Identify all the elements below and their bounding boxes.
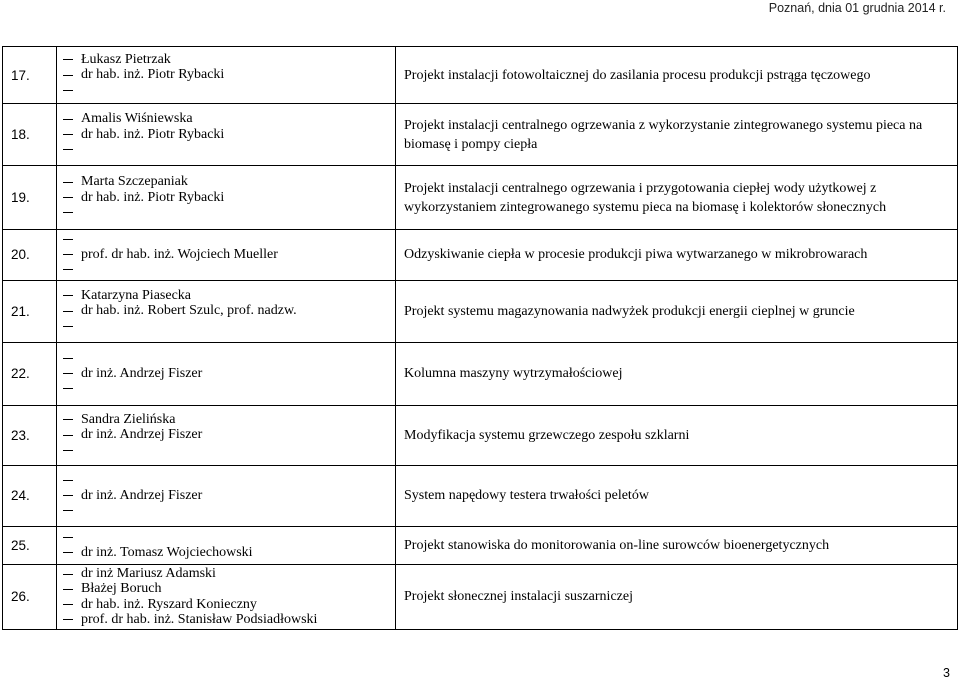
table-row <box>3 342 958 405</box>
project-title: Projekt instalacji centralnego ogrzewania i przygotowania ciepłej wody użytkowej z wykorzystaniem zintegrowanego systemu pieca na biomasę i kolektorów słonecznych <box>396 166 958 230</box>
dash-bullet-icon <box>63 604 73 605</box>
person-line <box>63 83 395 98</box>
dash-bullet-icon <box>63 311 73 312</box>
person-name: dr inż. Andrzej Fiszer <box>81 487 203 503</box>
people-cell <box>57 47 396 104</box>
row-number: 24. <box>3 465 57 526</box>
person-name: dr hab. inż. Ryszard Konieczny <box>81 596 257 612</box>
table-row <box>3 166 958 230</box>
person-line <box>63 582 395 597</box>
row-number: 19. <box>3 166 57 230</box>
person-line <box>63 443 395 458</box>
table-row <box>3 526 958 564</box>
person-name: prof. dr hab. inż. Wojciech Mueller <box>81 246 278 262</box>
people-cell <box>57 104 396 166</box>
people-cell <box>57 526 396 564</box>
person-line <box>63 612 395 627</box>
project-title: Odzyskiwanie ciepła w procesie produkcji piwa wytwarzanego w mikrobrowarach <box>396 230 958 281</box>
person-line <box>63 473 395 488</box>
person-line <box>63 232 395 247</box>
table-row <box>3 465 958 526</box>
table-row <box>3 104 958 166</box>
dash-bullet-icon <box>63 90 73 91</box>
dash-bullet-icon <box>63 480 73 481</box>
person-line <box>63 175 395 190</box>
row-number: 23. <box>3 405 57 465</box>
person-name: dr hab. inż. Piotr Rybacki <box>81 67 225 82</box>
dash-bullet-icon <box>63 450 73 451</box>
header-date: Poznań, dnia 01 grudnia 2014 r. <box>768 1 946 15</box>
person-line <box>63 530 395 545</box>
dash-bullet-icon <box>63 119 73 120</box>
person-name: dr inż Mariusz Adamski <box>81 566 216 582</box>
person-line <box>63 597 395 612</box>
person-line <box>63 262 395 277</box>
dash-bullet-icon <box>63 212 73 213</box>
table-row <box>3 47 958 104</box>
person-name: dr hab. inż. Piotr Rybacki <box>81 189 225 205</box>
project-title: Projekt stanowiska do monitorowania on-line surowców bioenergetycznych <box>396 526 958 564</box>
dash-bullet-icon <box>63 388 73 389</box>
person-line <box>63 190 395 205</box>
page-number: 3 <box>943 666 950 680</box>
dash-bullet-icon <box>63 619 73 620</box>
dash-bullet-icon <box>63 149 73 150</box>
project-title: System napędowy testera trwałości peletów <box>396 465 958 526</box>
table-row <box>3 405 958 465</box>
projects-table <box>2 46 958 630</box>
people-cell <box>57 342 396 405</box>
people-cell <box>57 230 396 281</box>
dash-bullet-icon <box>63 495 73 496</box>
dash-bullet-icon <box>63 358 73 359</box>
people-cell <box>57 564 396 630</box>
person-line <box>63 112 395 127</box>
person-line <box>63 247 395 262</box>
person-line <box>63 503 395 518</box>
dash-bullet-icon <box>63 574 73 575</box>
project-title: Projekt słonecznej instalacji suszarniczej <box>396 564 958 630</box>
project-title: Modyfikacja systemu grzewczego zespołu szklarni <box>396 405 958 465</box>
people-cell <box>57 465 396 526</box>
dash-bullet-icon <box>63 295 73 296</box>
row-number: 20. <box>3 230 57 281</box>
person-line <box>63 567 395 582</box>
person-name: Łukasz Pietrzak <box>81 51 171 67</box>
person-line <box>63 412 395 427</box>
person-line <box>63 52 395 67</box>
people-cell <box>57 280 396 342</box>
dash-bullet-icon <box>63 435 73 436</box>
person-line <box>63 381 395 396</box>
row-number: 18. <box>3 104 57 166</box>
person-line <box>63 366 395 381</box>
person-line <box>63 288 395 303</box>
row-number: 26. <box>3 564 57 630</box>
person-name: dr inż. Andrzej Fiszer <box>81 427 203 443</box>
people-cell <box>57 166 396 230</box>
row-number: 22. <box>3 342 57 405</box>
people-cell <box>57 405 396 465</box>
row-number: 25. <box>3 526 57 564</box>
person-line <box>63 545 395 560</box>
dash-bullet-icon <box>63 254 73 255</box>
project-title: Projekt instalacji fotowoltaicznej do zasilania procesu produkcji pstrąga tęczowego <box>396 47 958 104</box>
row-number: 17. <box>3 47 57 104</box>
person-line <box>63 351 395 366</box>
person-line <box>63 67 395 82</box>
row-number: 21. <box>3 280 57 342</box>
person-line <box>63 427 395 442</box>
person-name: Marta Szczepaniak <box>81 174 188 190</box>
dash-bullet-icon <box>63 75 73 76</box>
person-name: Amalis Wiśniewska <box>81 111 193 127</box>
dash-bullet-icon <box>63 197 73 198</box>
person-line <box>63 205 395 220</box>
table-row <box>3 230 958 281</box>
person-line <box>63 142 395 157</box>
dash-bullet-icon <box>63 373 73 374</box>
person-name: Katarzyna Piasecka <box>81 287 191 303</box>
table-row <box>3 564 958 630</box>
person-line <box>63 319 395 334</box>
person-name: dr inż. Tomasz Wojciechowski <box>81 544 253 560</box>
dash-bullet-icon <box>63 326 73 327</box>
dash-bullet-icon <box>63 59 73 60</box>
dash-bullet-icon <box>63 419 73 420</box>
person-name: dr inż. Andrzej Fiszer <box>81 365 203 381</box>
project-title: Projekt systemu magazynowania nadwyżek produkcji energii cieplnej w gruncie <box>396 280 958 342</box>
project-title: Kolumna maszyny wytrzymałościowej <box>396 342 958 405</box>
dash-bullet-icon <box>63 134 73 135</box>
dash-bullet-icon <box>63 182 73 183</box>
person-name: dr hab. inż. Robert Szulc, prof. nadzw. <box>81 303 297 319</box>
dash-bullet-icon <box>63 239 73 240</box>
person-name: Błażej Boruch <box>81 581 162 597</box>
table-row <box>3 280 958 342</box>
person-name: Sandra Zielińska <box>81 411 176 427</box>
person-line <box>63 303 395 318</box>
dash-bullet-icon <box>63 269 73 270</box>
person-name: dr hab. inż. Piotr Rybacki <box>81 126 225 142</box>
dash-bullet-icon <box>63 510 73 511</box>
dash-bullet-icon <box>63 589 73 590</box>
dash-bullet-icon <box>63 537 73 538</box>
dash-bullet-icon <box>63 552 73 553</box>
project-title: Projekt instalacji centralnego ogrzewania z wykorzystanie zintegrowanego systemu pieca na biomasę i pompy ciepła <box>396 104 958 166</box>
person-name: prof. dr hab. inż. Stanisław Podsiadłowski <box>81 611 318 627</box>
person-line <box>63 488 395 503</box>
person-line <box>63 127 395 142</box>
